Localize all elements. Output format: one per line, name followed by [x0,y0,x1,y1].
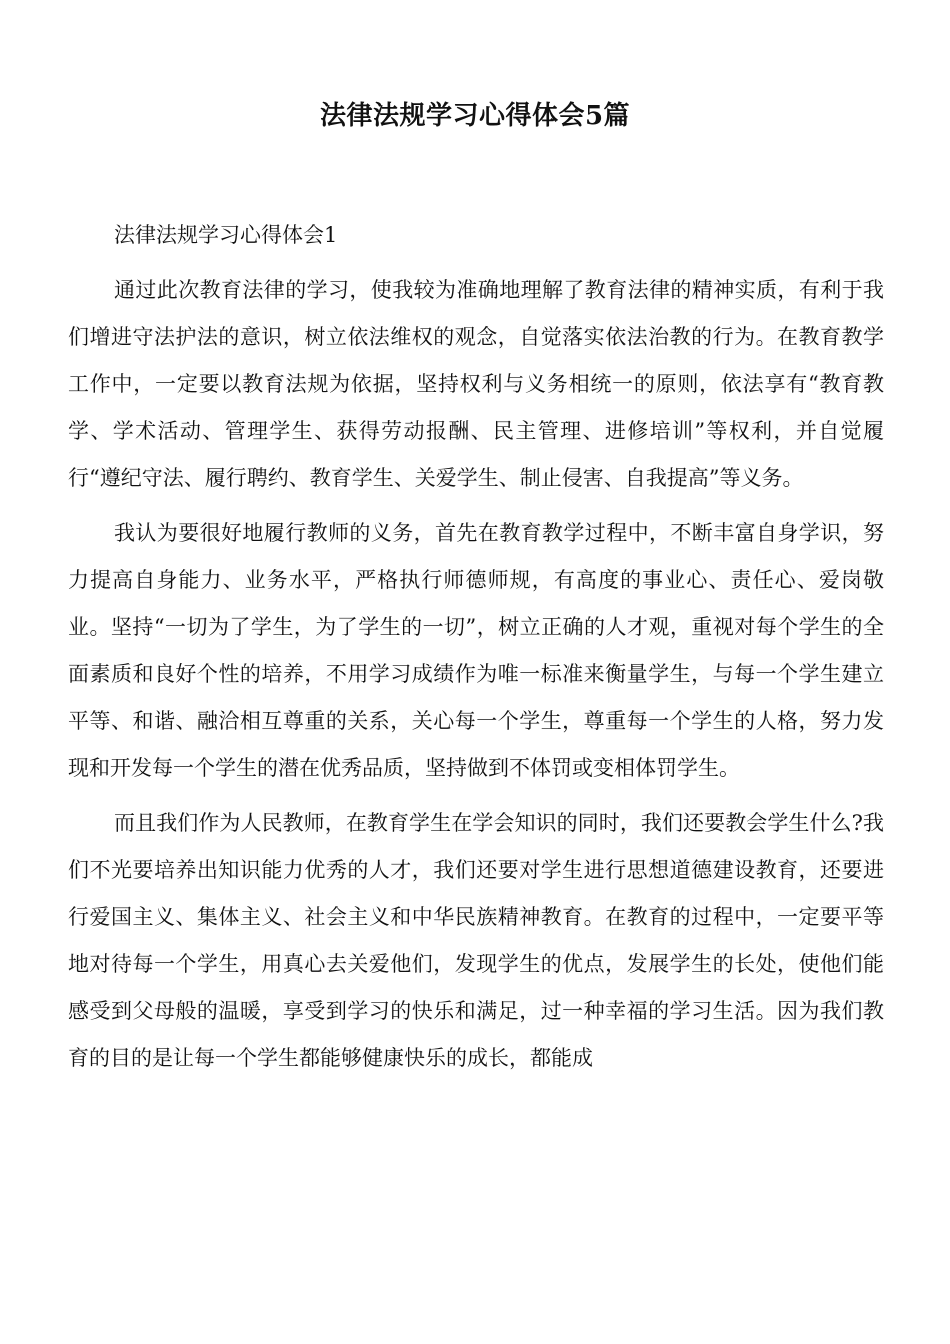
paragraph: 我认为要很好地履行教师的义务，首先在教育教学过程中，不断丰富自身学识，努力提高自身能力、业务水平，严格执行师德师规，有高度的事业心、责任心、爱岗敬业。坚持“一切为了学生，为了学生的一切”，树立正确的人才观，重视对每个学生的全面素质和良好个性的培养，不用学习成绩作为唯一标准来衡量学生，与每一个学生建立平等、和谐、融洽相互尊重的关系，关心每一个学生，尊重每一个学生的人格，努力发现和开发每一个学生的潜在优秀品质，坚持做到不体罚或变相体罚学生。 [68,521,884,780]
paragraph: 通过此次教育法律的学习，使我较为准确地理解了教育法律的精神实质，有利于我们增进守法护法的意识，树立依法维权的观念，自觉落实依法治教的行为。在教育教学工作中，一定要以教育法规为依据，坚持权利与义务相统一的原则，依法享有“教育教学、学术活动、管理学生、获得劳动报酬、民主管理、进修培训”等权利，并自觉履行“遵纪守法、履行聘约、教育学生、关爱学生、制止侵害、自我提高”等义务。 [68,278,884,490]
document-title: 法律法规学习心得体会5篇 [319,101,631,131]
section-heading: 法律法规学习心得体会1 [114,223,338,247]
document-body [68,212,884,1082]
paragraph: 而且我们作为人民教师，在教育学生在学会知识的同时，我们还要教会学生什么?我们不光要培养出知识能力优秀的人才，我们还要对学生进行思想道德建设教育，还要进行爱国主义、集体主义、社会主义和中华民族精神教育。在教育的过程中，一定要平等地对待每一个学生，用真心去关爱他们，发现学生的优点，发展学生的长处，使他们能感受到父母般的温暖，享受到学习的快乐和满足，过一种幸福的学习生活。因为我们教育的目的是让每一个学生都能够健康快乐的成长，都能成 [68,811,884,1070]
